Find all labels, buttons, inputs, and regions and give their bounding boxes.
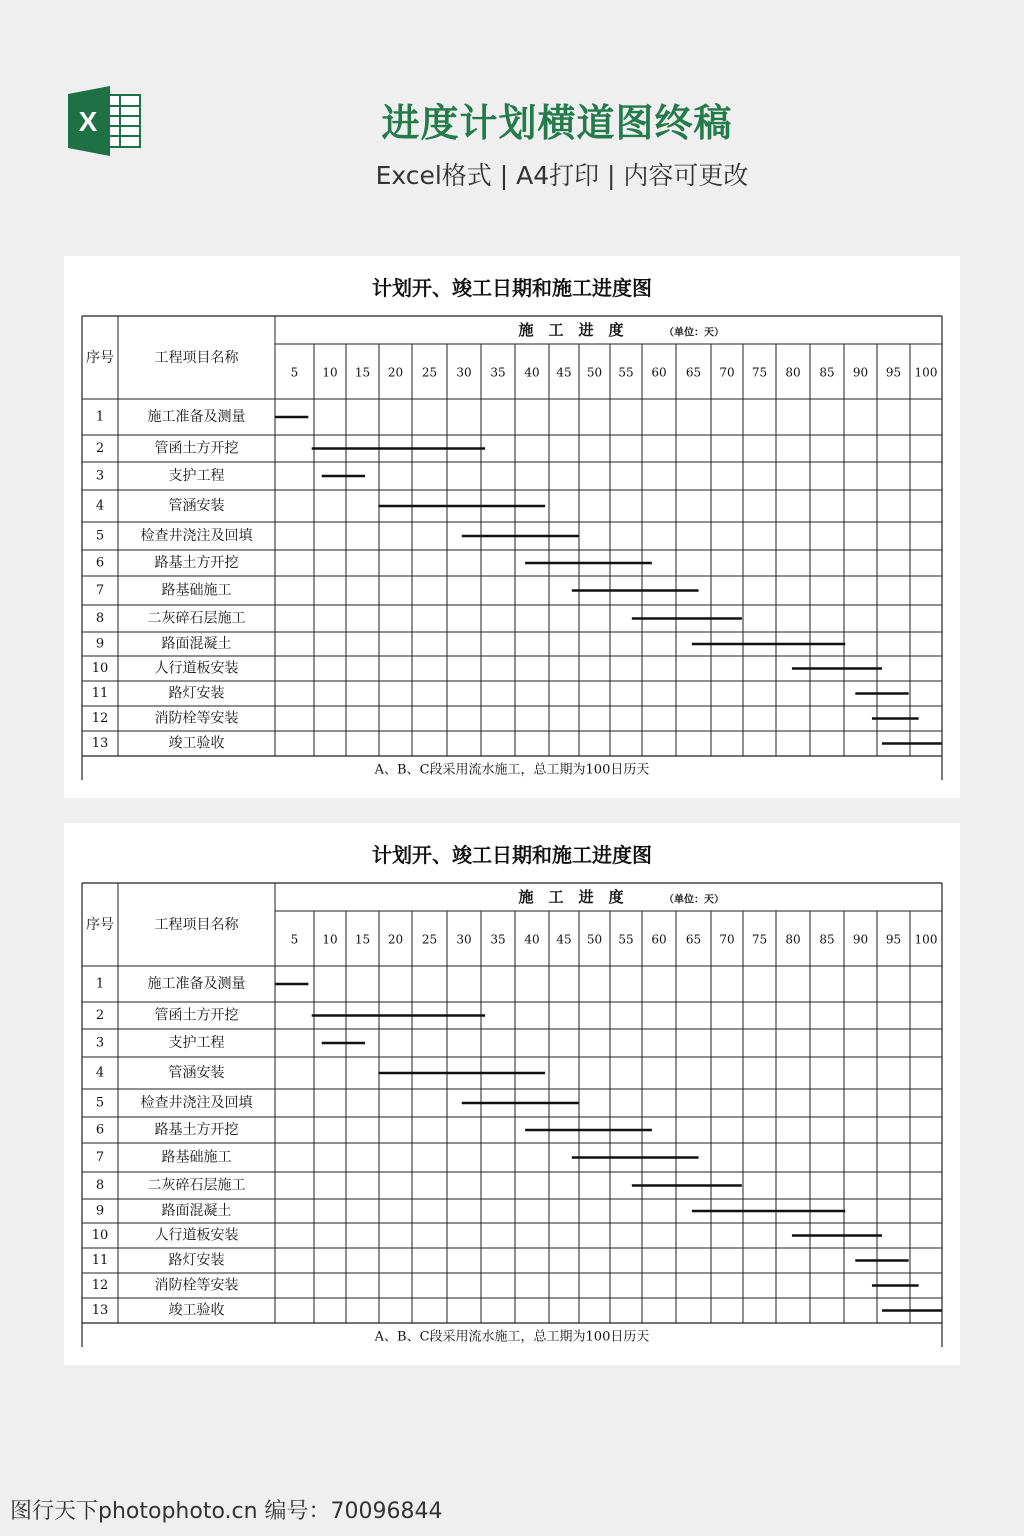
task-name: 检查井浇注及回填	[140, 1095, 253, 1111]
task-number: 12	[91, 711, 109, 726]
task-number: 13	[91, 1303, 109, 1318]
watermark: 图行天下photophoto.cn 编号：70096844	[10, 1499, 443, 1524]
day-tick-label: 55	[618, 365, 634, 380]
day-tick-label: 60	[651, 932, 667, 947]
task-name: 路灯安装	[168, 685, 225, 702]
sheet-title: 计划开、竣工日期和施工进度图	[372, 276, 652, 300]
day-tick-label: 80	[785, 365, 801, 380]
task-name: 施工准备及测量	[147, 976, 246, 992]
task-number: 5	[95, 528, 105, 544]
task-number: 12	[91, 1278, 109, 1293]
task-number: 9	[95, 1203, 105, 1219]
task-number: 8	[95, 611, 105, 626]
day-tick-label: 10	[322, 365, 338, 380]
day-tick-label: 5	[290, 932, 299, 947]
seq-header: 序号	[86, 917, 114, 933]
seq-header: 序号	[86, 350, 114, 366]
task-number: 1	[95, 409, 105, 425]
day-tick-label: 100	[914, 932, 938, 947]
task-name: 路面混凝土	[161, 636, 232, 652]
day-tick-label: 15	[354, 365, 371, 380]
task-number: 10	[91, 661, 109, 676]
task-name: 路基土方开挖	[154, 555, 239, 571]
day-tick-label: 65	[685, 932, 702, 947]
day-tick-label: 45	[556, 932, 572, 947]
day-tick-label: 50	[586, 365, 603, 380]
task-number: 10	[91, 1228, 109, 1243]
unit-label: （单位：天）	[664, 894, 724, 906]
task-number: 4	[95, 1065, 105, 1081]
day-tick-label: 55	[618, 932, 634, 947]
task-name: 竣工验收	[168, 1302, 225, 1319]
day-tick-label: 90	[852, 365, 869, 380]
task-number: 8	[95, 1178, 105, 1193]
gantt-chart	[64, 823, 960, 1365]
day-tick-label: 75	[751, 932, 768, 947]
task-name: 路基础施工	[161, 582, 232, 599]
task-number: 4	[95, 498, 105, 514]
footer-note: A、B、C段采用流水施工，总工期为100日历天	[374, 762, 650, 778]
day-tick-label: 20	[387, 365, 404, 380]
gantt-sheet-1	[64, 256, 960, 798]
task-number: 11	[91, 686, 109, 701]
progress-header: 施 工 进 度	[518, 321, 624, 339]
day-tick-label: 40	[524, 365, 540, 380]
day-tick-label: 90	[852, 932, 869, 947]
task-number: 6	[95, 555, 105, 571]
day-tick-label: 5	[290, 365, 299, 380]
day-tick-label: 95	[885, 365, 902, 380]
task-name: 消防栓等安装	[154, 1277, 239, 1294]
task-name: 二灰碎石层施工	[147, 1177, 246, 1194]
task-number: 1	[95, 976, 105, 992]
task-name: 竣工验收	[168, 735, 225, 752]
task-number: 6	[95, 1122, 105, 1138]
day-tick-label: 60	[651, 365, 667, 380]
day-tick-label: 10	[322, 932, 338, 947]
gantt-sheet-2	[64, 823, 960, 1365]
day-tick-label: 100	[914, 365, 938, 380]
day-tick-label: 85	[819, 932, 835, 947]
day-tick-label: 95	[885, 932, 902, 947]
task-name: 二灰碎石层施工	[147, 610, 246, 627]
task-name: 路基础施工	[161, 1149, 232, 1166]
task-number: 3	[95, 468, 105, 484]
task-name: 管函土方开挖	[154, 440, 239, 457]
sheet-title: 计划开、竣工日期和施工进度图	[372, 843, 652, 867]
task-name: 管涵安装	[168, 1065, 225, 1081]
logo-letter: X	[78, 106, 98, 137]
unit-label: （单位：天）	[664, 327, 724, 339]
footer-note: A、B、C段采用流水施工，总工期为100日历天	[374, 1329, 650, 1345]
task-number: 3	[95, 1035, 105, 1051]
task-name: 人行道板安装	[154, 660, 239, 677]
task-name: 管函土方开挖	[154, 1007, 239, 1024]
day-tick-label: 70	[719, 365, 735, 380]
task-name: 路灯安装	[168, 1252, 225, 1269]
day-tick-label: 20	[387, 932, 404, 947]
day-tick-label: 35	[490, 932, 506, 947]
task-name: 支护工程	[168, 468, 225, 484]
gantt-chart	[64, 256, 960, 798]
day-tick-label: 35	[490, 365, 506, 380]
day-tick-label: 70	[719, 932, 735, 947]
day-tick-label: 45	[556, 365, 572, 380]
task-number: 2	[95, 441, 105, 456]
task-name: 检查井浇注及回填	[140, 528, 253, 544]
day-tick-label: 25	[421, 932, 438, 947]
day-tick-label: 65	[685, 365, 702, 380]
day-tick-label: 25	[421, 365, 438, 380]
task-name: 人行道板安装	[154, 1227, 239, 1244]
day-tick-label: 85	[819, 365, 835, 380]
name-header: 工程项目名称	[154, 350, 239, 366]
task-name: 路基土方开挖	[154, 1122, 239, 1138]
task-name: 路面混凝土	[161, 1203, 232, 1219]
day-tick-label: 15	[354, 932, 371, 947]
day-tick-label: 50	[586, 932, 603, 947]
day-tick-label: 30	[456, 365, 472, 380]
task-name: 支护工程	[168, 1035, 225, 1051]
task-number: 5	[95, 1095, 105, 1111]
day-tick-label: 30	[456, 932, 472, 947]
day-tick-label: 80	[785, 932, 801, 947]
progress-header: 施 工 进 度	[518, 888, 624, 906]
day-tick-label: 40	[524, 932, 540, 947]
task-name: 施工准备及测量	[147, 409, 246, 425]
day-tick-label: 75	[751, 365, 768, 380]
task-number: 11	[91, 1253, 109, 1268]
task-number: 13	[91, 736, 109, 751]
page-subtitle: Excel格式 | A4打印 | 内容可更改	[375, 161, 749, 190]
task-number: 7	[95, 583, 105, 598]
task-number: 2	[95, 1008, 105, 1023]
page-title: 进度计划横道图终稿	[381, 101, 733, 145]
task-number: 7	[95, 1150, 105, 1165]
name-header: 工程项目名称	[154, 917, 239, 933]
task-number: 9	[95, 636, 105, 652]
task-name: 管涵安装	[168, 498, 225, 514]
task-name: 消防栓等安装	[154, 710, 239, 727]
